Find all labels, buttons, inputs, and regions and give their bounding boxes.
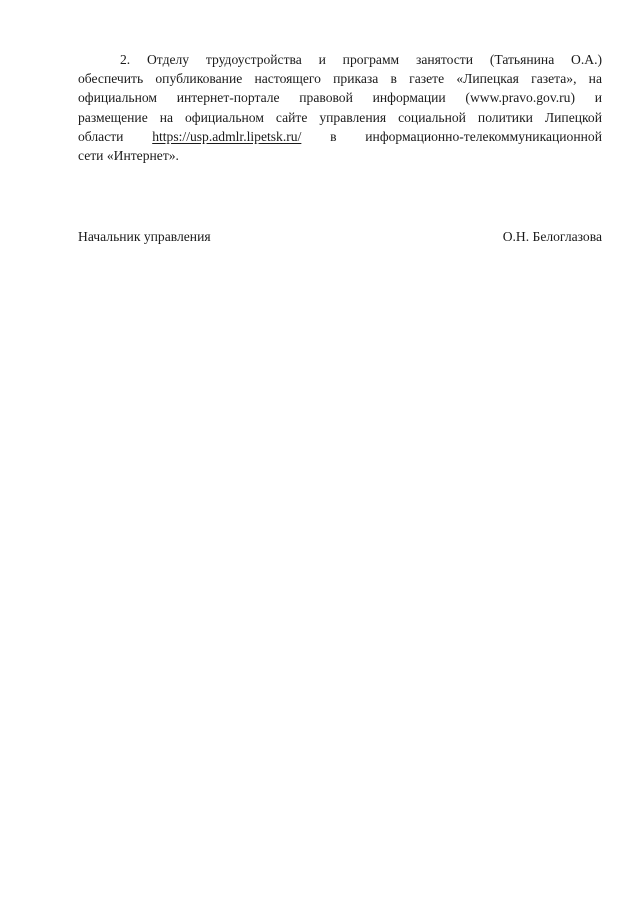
website-link[interactable]: https://usp.admlr.lipetsk.ru/ [152,128,302,144]
paragraph-line: официальном интернет-портале правовой информации (www.pravo.gov.ru) и [78,90,602,106]
line-suffix: в информационно-телекоммуникационной [330,128,602,144]
signature-block [78,227,602,246]
instruction-paragraph [78,50,602,165]
paragraph-line: обеспечить опубликование настоящего приказа в газете «Липецкая газета», на [78,71,602,87]
line-prefix: области [78,128,124,144]
paragraph-line: размещение на официальном сайте управления социальной политики Липецкой [78,109,602,125]
paragraph-line: 2. Отделу трудоустройства и программ занятости (Татьянина О.А.) [120,52,602,67]
signatory-name: О.Н. Белоглазова [502,229,602,244]
paragraph-line-with-link [78,127,602,146]
paragraph-line: сети «Интернет». [78,148,179,164]
signatory-position: Начальник управления [78,229,211,244]
